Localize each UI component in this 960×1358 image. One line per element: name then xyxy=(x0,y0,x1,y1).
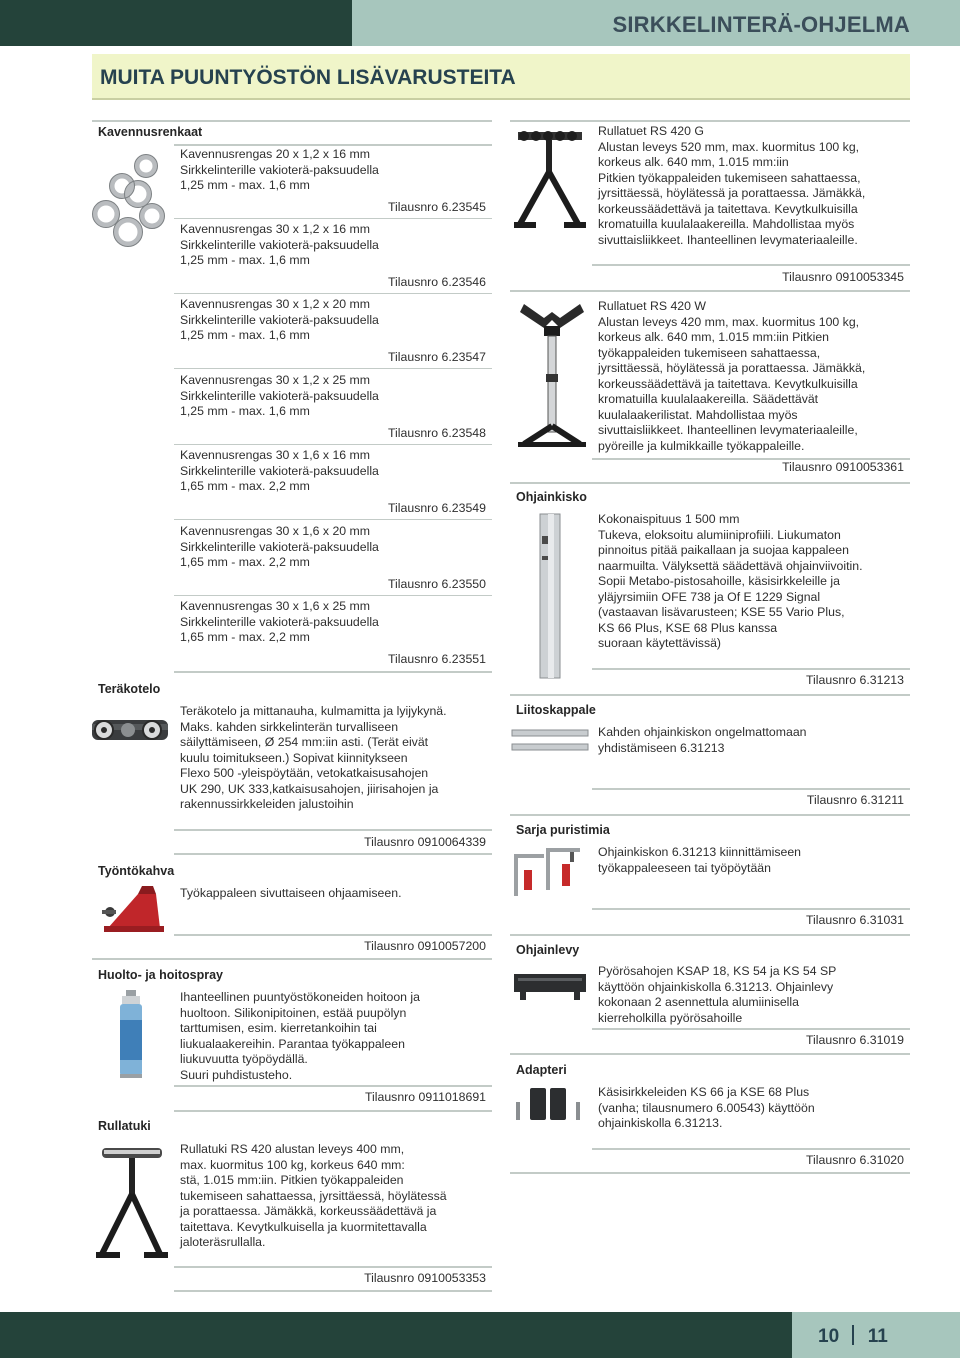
order-number: Tilausnro 6.31020 xyxy=(806,1153,904,1167)
item-rule xyxy=(592,1028,910,1030)
item-rule xyxy=(174,519,492,520)
roller-stand-w-image xyxy=(514,298,590,452)
category-label: Liitoskappale xyxy=(516,703,596,717)
column-rule xyxy=(92,958,492,960)
order-number: Tilausnro 0910053361 xyxy=(782,460,904,474)
product-desc: Kavennusrengas 20 x 1,2 x 16 mm Sirkkelinterille vakioterä-paksuudella 1,25 mm - max. 1,6 mm xyxy=(180,147,379,192)
category-label: Työntökahva xyxy=(98,864,175,878)
catalog-title: SIRKKELINTERÄ-OHJELMA xyxy=(612,12,910,37)
order-number: Tilausnro 0910053345 xyxy=(782,270,904,284)
product-desc: Työkappaleen sivuttaiseen ohjaamiseen. xyxy=(180,886,402,900)
product-desc: Ohjainkiskon 6.31213 kiinnittämiseen työkappaleeseen tai työpöytään xyxy=(598,845,802,875)
product-desc: Rullatuet RS 420 W Alustan leveys 420 mm, max. kuormitus 100 kg, korkeus alk. 640 mm, 1.015 mm:iin Pitkien työkappaleiden tukemiseen sahattaessa, jyrsittäessä, höylätessä ja porattaessa. Jämäkkä, korkeussäädettävä ja taitettava. Kevytkulkuisilla kromatuilla kuulalaakereilla. Säädettävät kuulalaakerilistat. Mahdollistaa myös sivuttaisliikkeet. Ihanteellinen levymateriaaleille, pyöreille ja kulmikkaille työkappaleille. xyxy=(598,299,866,453)
product-desc: Kavennusrengas 30 x 1,2 x 25 mm Sirkkelinterille vakioterä-paksuudella 1,25 mm - max. 1,6 mm xyxy=(180,373,379,418)
page-separator xyxy=(852,1325,854,1345)
order-number: Tilausnro 6.23548 xyxy=(388,426,486,440)
column-rule xyxy=(510,290,910,292)
column-rule xyxy=(510,934,910,936)
category-label: Teräkotelo xyxy=(98,682,161,696)
order-number: Tilausnro 6.31213 xyxy=(806,673,904,687)
product-desc: Kavennusrengas 30 x 1,6 x 16 mm Sirkkelinterille vakioterä-paksuudella 1,65 mm - max. 2,2 mm xyxy=(180,448,379,493)
guide-plate-image xyxy=(510,966,590,1006)
column-rule xyxy=(92,120,492,122)
product-desc: Kokonaispituus 1 500 mm Tukeva, eloksoitu alumiiniprofiili. Liukumaton pinnoitus pitää paikallaan ja suojaa kappaleen naarmuilta. Välyksettä säädettävä ohjainviivoitin. Sopii Metabo-pistosahoille, käsisirkkeleille ja yläjyrsimiin OFE 738 ja Of E 1229 Signal (vastaavan lisävarusteen; KSE 55 Vario Plus, KS 66 Plus, KSE 68 Plus kanssa suoraan käytettävissä) xyxy=(598,512,863,650)
item-rule xyxy=(174,671,492,673)
item-rule xyxy=(592,668,910,670)
order-number: Tilausnro 0910057200 xyxy=(364,939,486,953)
order-number: Tilausnro 6.23551 xyxy=(388,652,486,666)
item-rule xyxy=(174,1266,492,1268)
order-number: Tilausnro 6.23545 xyxy=(388,200,486,214)
item-rule xyxy=(174,829,492,831)
column-rule xyxy=(174,144,492,146)
product-desc: Kavennusrengas 30 x 1,6 x 20 mm Sirkkelinterille vakioterä-paksuudella 1,65 mm - max. 2,2 mm xyxy=(180,524,379,569)
push-handle-image xyxy=(98,884,168,936)
order-number: Tilausnro 6.31031 xyxy=(806,913,904,927)
product-desc: Rullatuki RS 420 alustan leveys 400 mm, max. kuormitus 100 kg, korkeus 640 mm: stä, 1.015 mm:iin. Pitkien työkappaleiden tukemiseen sahattaessa, jyrsittäessä, höylätessä ja porattaessa. Jämäkkä, korkeussäädettävä ja taitettava. Kevytkulkuisella ja kuormitettavalla jaloteräsrullalla. xyxy=(180,1142,447,1249)
product-desc: Kavennusrengas 30 x 1,2 x 20 mm Sirkkelinterille vakioterä-paksuudella 1,25 mm - max. 1,6 mm xyxy=(180,297,379,342)
order-number: Tilausnro 0910064339 xyxy=(364,835,486,849)
column-rule xyxy=(510,1053,910,1055)
order-number: Tilausnro 6.23547 xyxy=(388,350,486,364)
category-label: Kavennusrenkaat xyxy=(98,125,203,139)
item-rule xyxy=(174,934,492,936)
order-number: Tilausnro 6.31211 xyxy=(806,793,904,807)
column-rule xyxy=(510,814,910,816)
order-number: Tilausnro 6.23550 xyxy=(388,577,486,591)
item-rule xyxy=(592,264,910,266)
item-rule xyxy=(592,1148,910,1150)
category-label: Rullatuki xyxy=(98,1119,151,1133)
item-rule xyxy=(174,218,492,219)
washers-image xyxy=(88,150,172,250)
item-rule xyxy=(174,444,492,445)
column-rule xyxy=(510,482,910,484)
page-number-left: 10 xyxy=(818,1326,840,1347)
item-rule xyxy=(592,908,910,910)
roller-stand-g-image xyxy=(510,128,590,238)
item-rule xyxy=(174,1290,492,1292)
order-number: Tilausnro 0910053353 xyxy=(364,1271,486,1285)
order-number: Tilausnro 0911018691 xyxy=(364,1090,486,1104)
order-number: Tilausnro 6.23549 xyxy=(388,501,486,515)
column-rule xyxy=(510,694,910,696)
item-rule xyxy=(174,293,492,294)
column-rule xyxy=(510,120,910,122)
section-title: MUITA PUUNTYÖSTÖN LISÄVARUSTEITA xyxy=(100,66,516,89)
adapter-image xyxy=(510,1084,590,1126)
item-rule xyxy=(174,1110,492,1112)
order-number: Tilausnro 6.23546 xyxy=(388,275,486,289)
product-desc: Ihanteellinen puuntyöstökoneiden hoitoon ja huoltoon. Silikonipitoinen, estää puupölyn tarttumisen, esim. kierretankoihin tai liukualaakereihin. Parantaa työkappaleen liukuvuutta työpöydällä. Suuri puhdistusteho. xyxy=(180,990,420,1082)
product-desc: Rullatuet RS 420 G Alustan leveys 520 mm, max. kuormitus 100 kg, korkeus alk. 640 mm, 1.015 mm:iin Pitkien työkappaleiden tukemiseen sahattaessa, jyrsittäessä, höylätessä ja porattaessa. Jämäkkä, korkeussäädettävä ja taitettava. Kevytkulkuisilla kromatuilla kuulalaakereilla. Mahdollistaa myös sivuttaisliikkeet. Ihanteellinen levymateriaaleille. xyxy=(598,124,866,247)
page-numbers xyxy=(818,1325,888,1348)
blade-case-image xyxy=(90,712,170,746)
footer-band-dark xyxy=(0,1312,792,1358)
item-rule xyxy=(174,853,492,855)
category-label: Adapteri xyxy=(516,1063,567,1077)
product-desc: Kavennusrengas 30 x 1,2 x 16 mm Sirkkelinterille vakioterä-paksuudella 1,25 mm - max. 1,6 mm xyxy=(180,222,379,267)
spray-can-image xyxy=(116,990,146,1080)
order-number: Tilausnro 6.31019 xyxy=(806,1033,904,1047)
column-rule xyxy=(510,1172,910,1174)
product-desc: Käsisirkkeleiden KS 66 ja KSE 68 Plus (vanha; tilausnumero 6.00543) käyttöön ohjainkiskolla 6.31213. xyxy=(598,1085,815,1130)
connector-image xyxy=(510,726,590,756)
item-rule xyxy=(174,368,492,369)
item-rule xyxy=(174,595,492,596)
roller-stand-image xyxy=(94,1144,170,1268)
header-band-dark xyxy=(0,0,352,46)
clamps-image xyxy=(510,846,590,900)
item-rule xyxy=(592,788,910,790)
category-label: Ohjainlevy xyxy=(516,943,580,957)
product-desc: Pyörösahojen KSAP 18, KS 54 ja KS 54 SP käyttöön ohjainkiskolla 6.31213. Ohjainlevy kokonaan 2 asennettula alumiinisella kierreholkilla pyörösahoille xyxy=(598,964,837,1025)
product-desc: Kahden ohjainkiskon ongelmattomaan yhdistämiseen 6.31213 xyxy=(598,725,807,755)
category-label: Ohjainkisko xyxy=(516,490,587,504)
product-desc: Teräkotelo ja mittanauha, kulmamitta ja lyijykynä. Maks. kahden sirkkelinterän turvalliseen säilyttämiseen, Ø 254 mm:iin asti. (Terät eivät kuulu toimitukseen.) Sopivat kiinnitykseen Flexo 500 -yleispöytään, vetokatkaisusahojen UK 290, UK 333,katkaisusahojen, jiirisahojen ja rakennussirkkeleiden jalustoihin xyxy=(180,704,447,811)
category-label: Huolto- ja hoitospray xyxy=(98,968,223,982)
page-number-right: 11 xyxy=(867,1326,888,1347)
category-label: Sarja puristimia xyxy=(516,823,610,837)
guide-rail-image xyxy=(530,512,570,680)
product-desc: Kavennusrengas 30 x 1,6 x 25 mm Sirkkelinterille vakioterä-paksuudella 1,65 mm - max. 2,2 mm xyxy=(180,599,379,644)
item-rule xyxy=(174,1085,492,1087)
